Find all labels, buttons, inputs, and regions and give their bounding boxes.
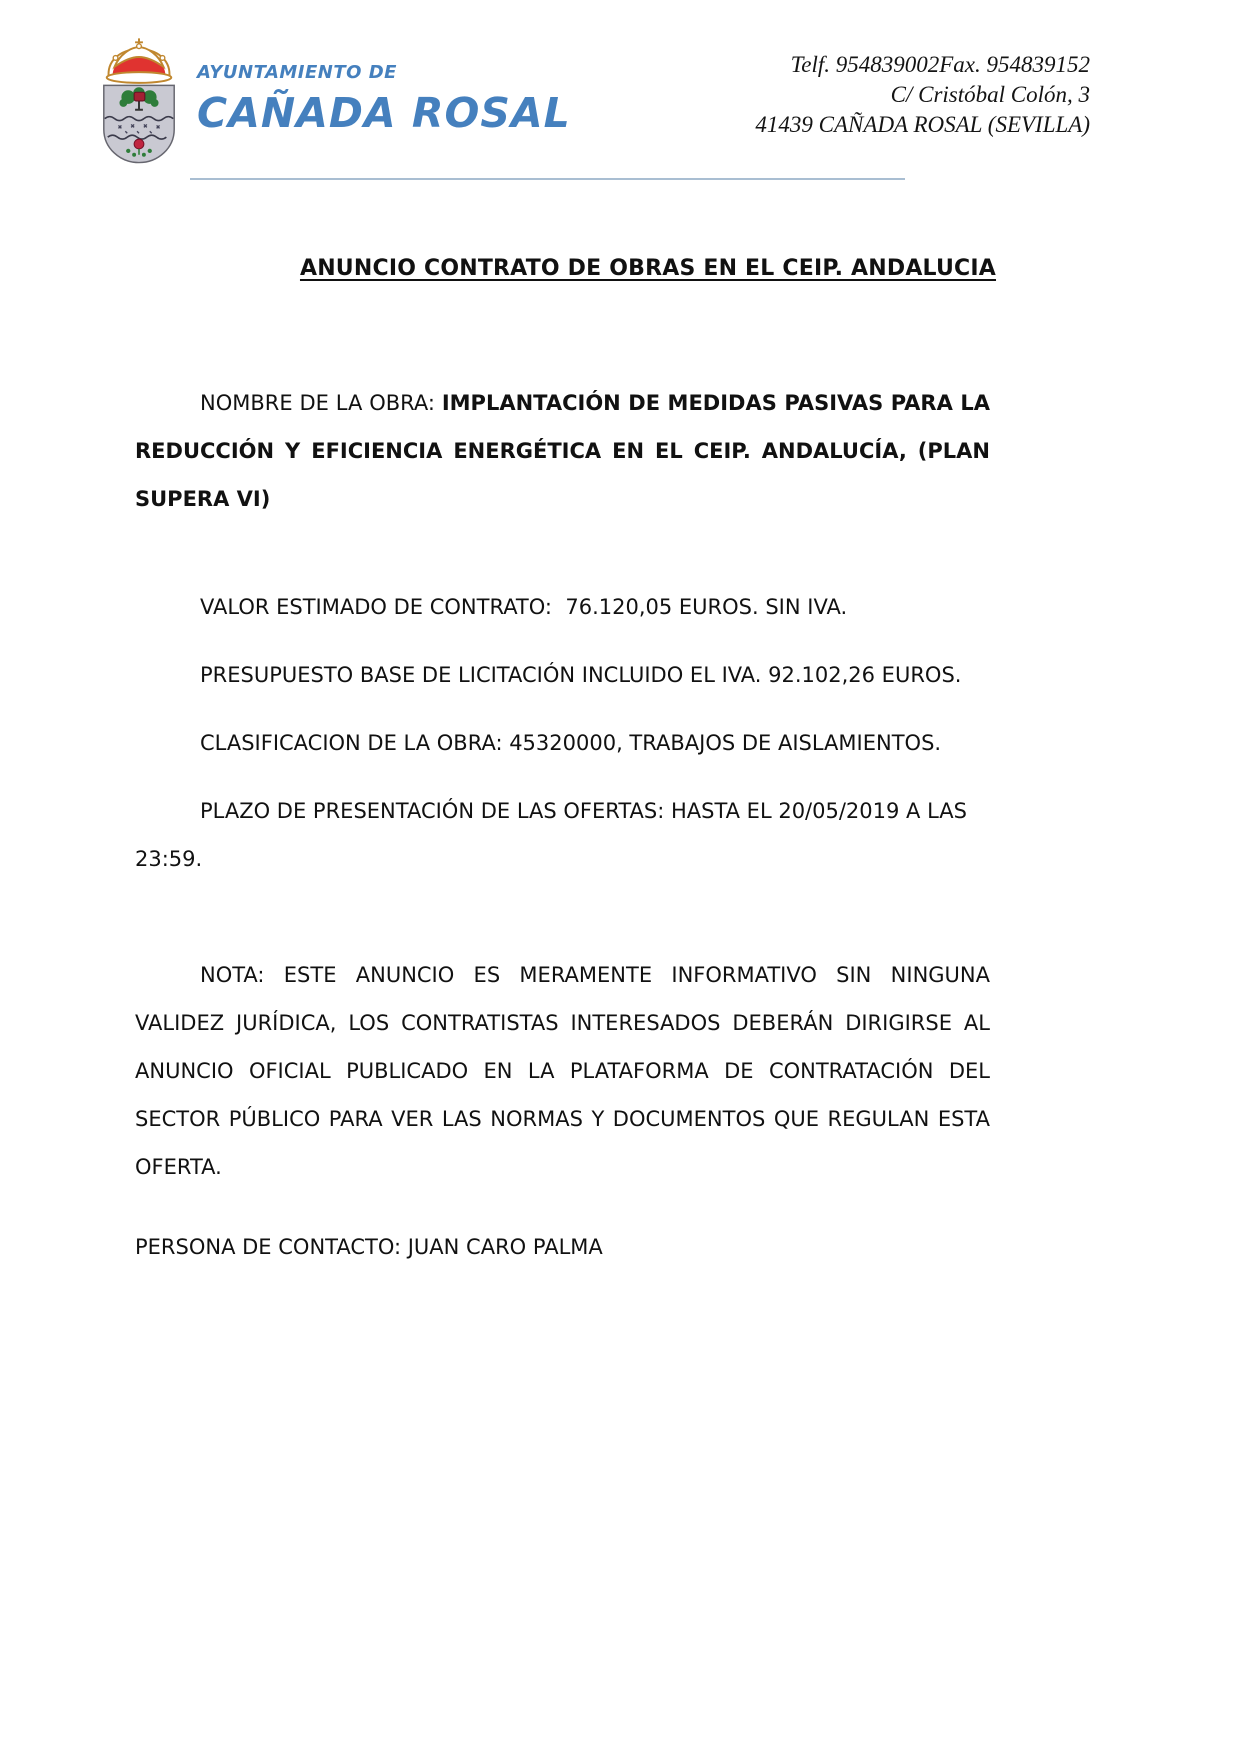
paragraph-clasificacion-obra: CLASIFICACION DE LA OBRA: 45320000, TRABAJOS DE AISLAMIENTOS. — [200, 731, 942, 755]
paragraph-nombre-obra — [135, 379, 990, 523]
nombre-obra-value: IMPLANTACIÓN DE MEDIDAS PASIVAS PARA LA REDUCCIÓN Y EFICIENCIA ENERGÉTICA EN EL CEIP. ANDALUCÍA, (PLAN SUPERA VI) — [135, 391, 990, 511]
document-body — [0, 379, 1240, 1271]
paragraph-nota-informativa: NOTA: ESTE ANUNCIO ES MERAMENTE INFORMATIVO SIN NINGUNA VALIDEZ JURÍDICA, LOS CONTRATISTAS INTERESADOS DEBERÁN DIRIGIRSE AL ANUNCIO OFICIAL PUBLICADO EN LA PLATAFORMA DE CONTRATACIÓN DEL SECTOR PÚBLICO PARA VER LAS NORMAS Y DOCUMENTOS QUE REGULAN ESTA OFERTA. — [135, 963, 990, 1179]
document-title: ANUNCIO CONTRATO DE OBRAS EN EL CEIP. ANDALUCIA — [299, 256, 997, 281]
coat-of-arms-icon — [95, 36, 183, 164]
contact-city: 41439 CAÑADA ROSAL (SEVILLA) — [755, 112, 1090, 137]
contact-info — [755, 36, 1090, 140]
organization-name — [197, 36, 571, 137]
paragraph-persona-contacto: PERSONA DE CONTACTO: JUAN CARO PALMA — [135, 1235, 603, 1259]
organization-name-small: AYUNTAMIENTO DE — [197, 62, 397, 83]
paragraph-plazo-presentacion: PLAZO DE PRESENTACIÓN DE LAS OFERTAS: HASTA EL 20/05/2019 A LAS 23:59. — [135, 799, 967, 871]
header-divider — [190, 178, 905, 180]
letterhead — [0, 0, 1240, 164]
paragraph-valor-estimado: VALOR ESTIMADO DE CONTRATO: 76.120,05 EUROS. SIN IVA. — [200, 595, 848, 619]
contact-address: C/ Cristóbal Colón, 3 — [890, 82, 1090, 107]
organization-name-large: CAÑADA ROSAL — [197, 89, 571, 137]
paragraph-presupuesto-base: PRESUPUESTO BASE DE LICITACIÓN INCLUIDO EL IVA. 92.102,26 EUROS. — [200, 663, 962, 687]
nombre-obra-label: NOMBRE DE LA OBRA: — [200, 391, 442, 415]
contact-phone-fax: Telf. 954839002Fax. 954839152 — [790, 52, 1090, 77]
